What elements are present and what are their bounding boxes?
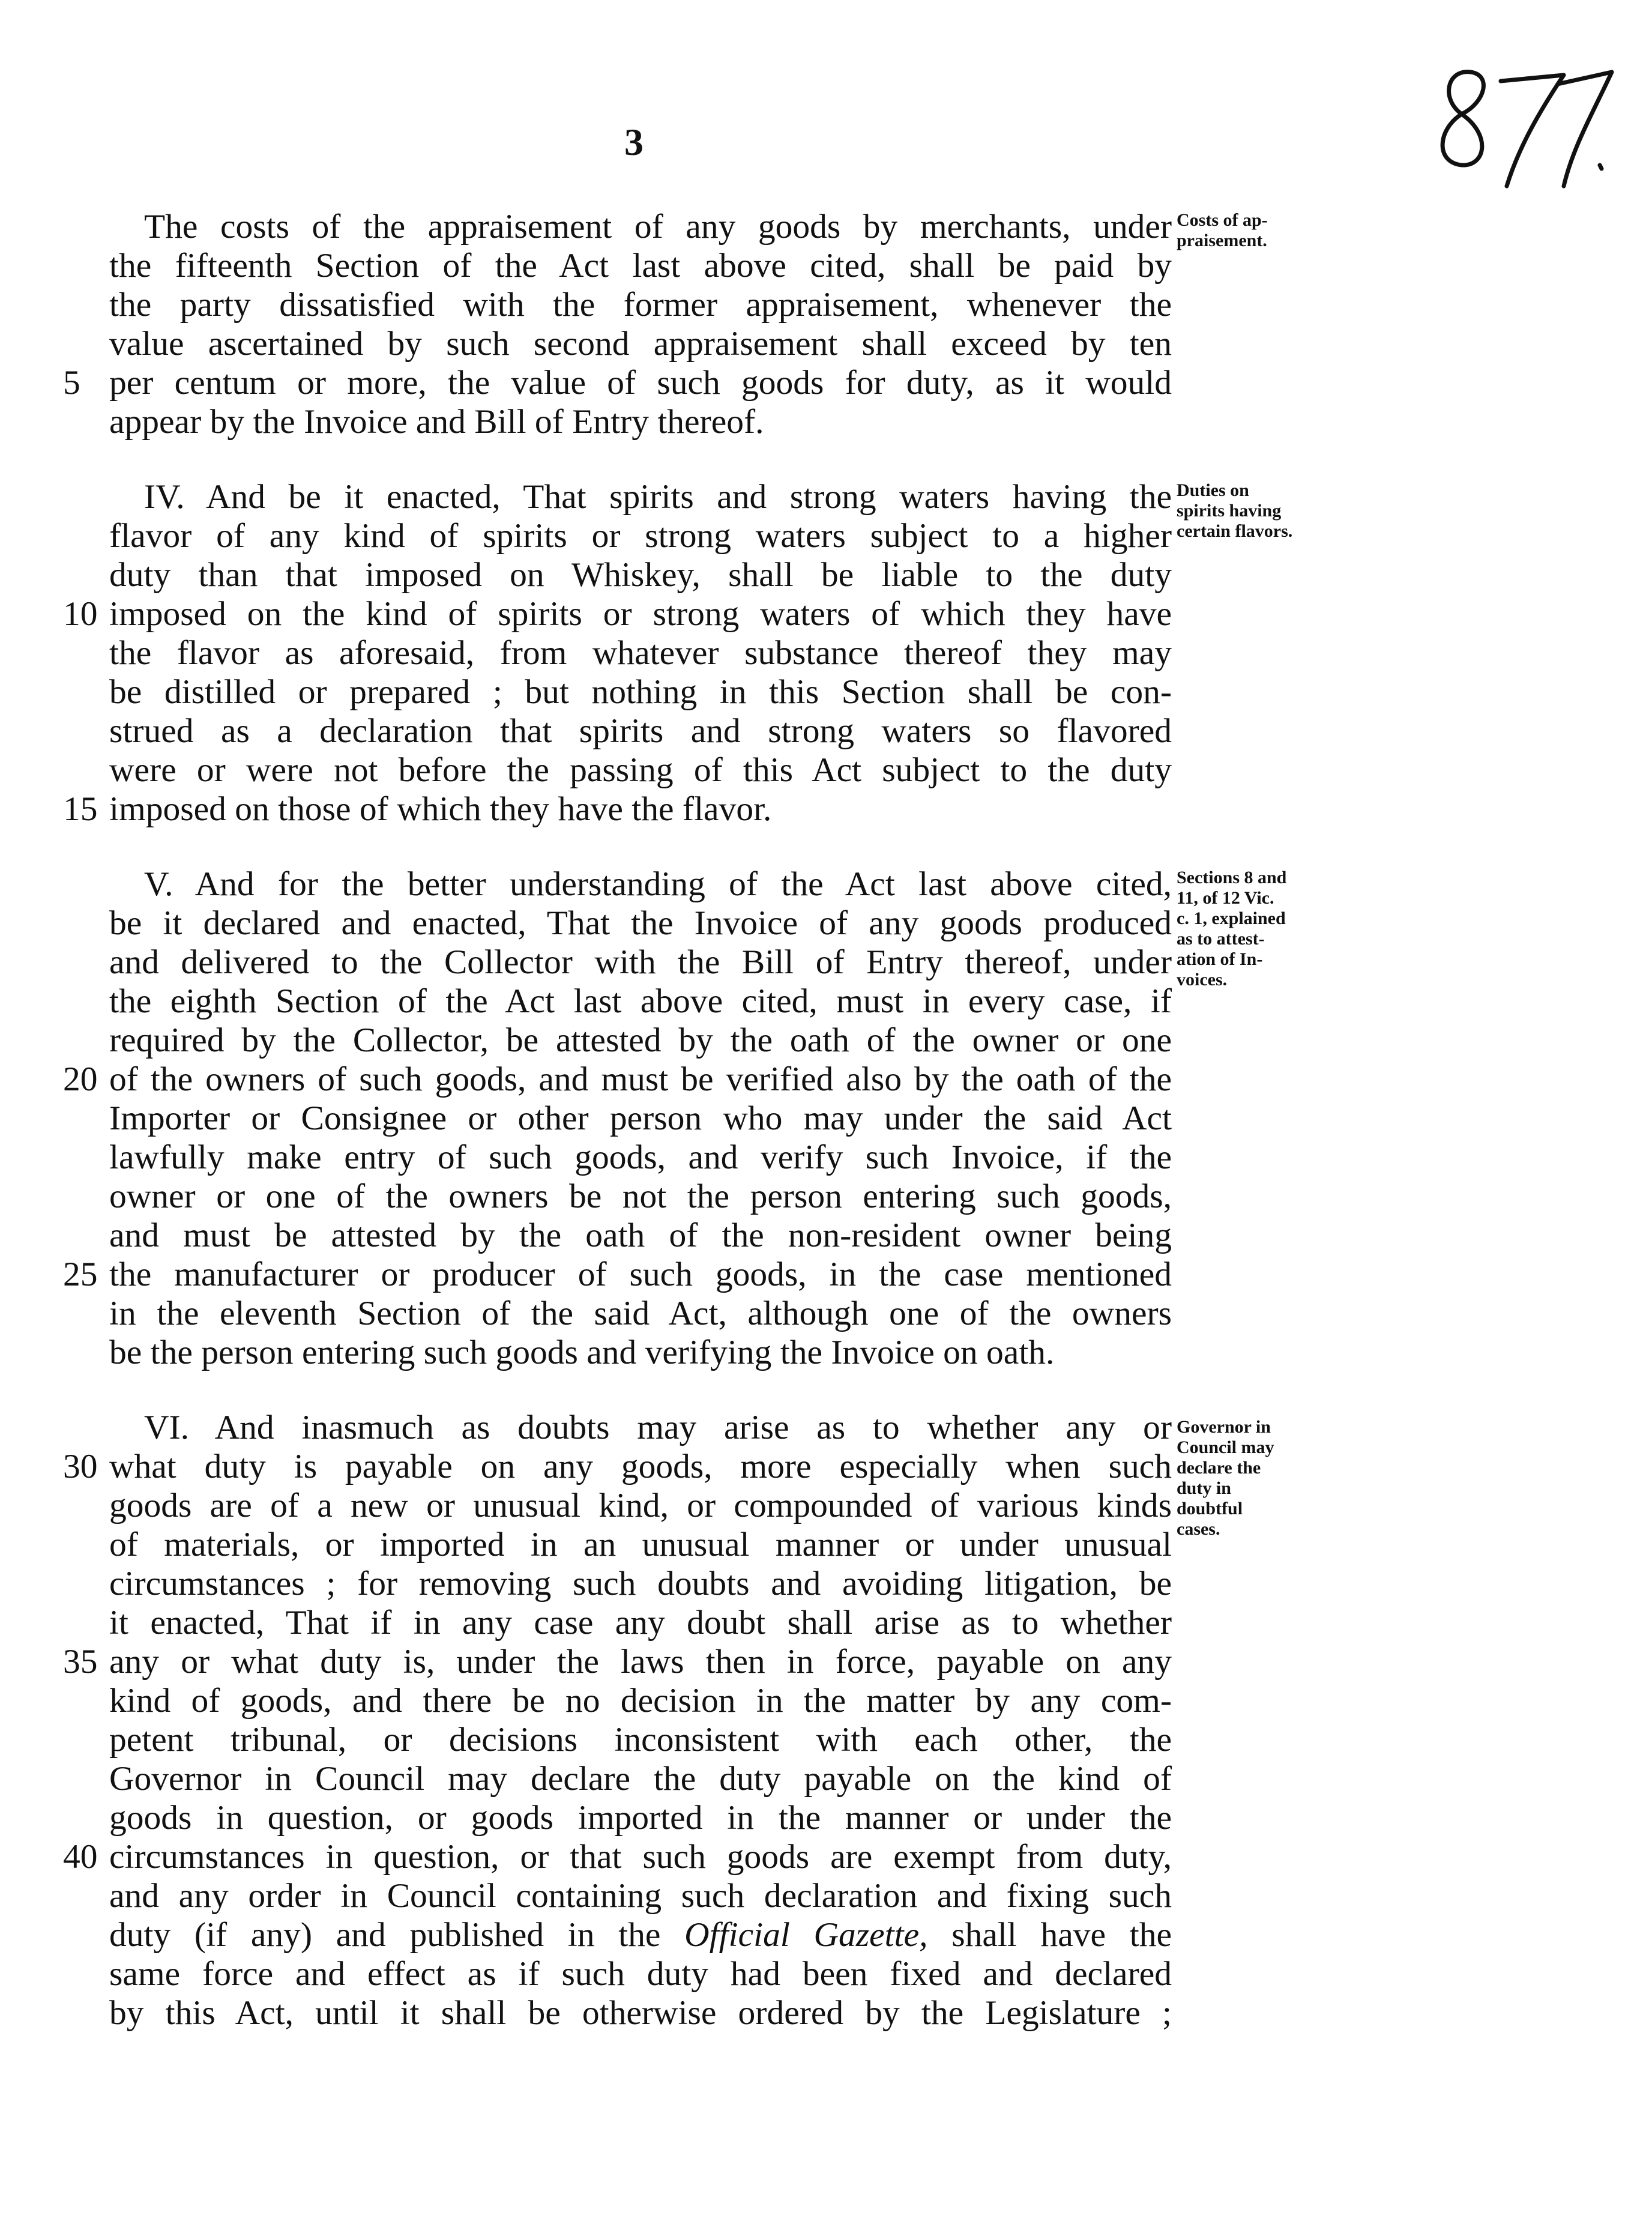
text-line: any or what duty is, under the laws then in force, payable on any — [109, 1643, 1172, 1681]
text-line: the manufacturer or producer of such goods, in the case mentioned — [109, 1255, 1172, 1293]
text-line: same force and effect as if such duty had been fixed and declared — [109, 1955, 1172, 1993]
text-line: goods in question, or goods imported in the manner or under the — [109, 1799, 1172, 1837]
text-line: be distilled or prepared ; but nothing in this Section shall be con- — [109, 673, 1172, 711]
text-segment: duty (if any) and published in the — [109, 1916, 661, 1954]
text-line: required by the Collector, be attested by the oath of the owner or one — [109, 1021, 1172, 1059]
text-line: the eighth Section of the Act last above cited, must in every case, if — [109, 982, 1172, 1020]
margin-note-costs-of-appraisement: Costs of ap- praisement. — [1177, 210, 1268, 250]
page-number: 3 — [624, 121, 644, 163]
text-line: lawfully make entry of such goods, and verify such Invoice, if the — [109, 1138, 1172, 1176]
text-line: were or were not before the passing of this Act subject to the duty — [109, 751, 1172, 789]
text-line: of materials, or imported in an unusual manner or under unusual — [109, 1526, 1172, 1564]
text-line: The costs of the appraisement of any goods by merchants, under — [144, 208, 1172, 246]
text-line: what duty is payable on any goods, more especially when such — [109, 1448, 1172, 1485]
text-line: in the eleventh Section of the said Act, although one of the owners — [109, 1295, 1172, 1332]
text-line: owner or one of the owners be not the person entering such goods, — [109, 1177, 1172, 1215]
official-gazette-italic: Official Gazette, — [684, 1916, 928, 1954]
text-line: and any order in Council containing such declaration and fixing such — [109, 1877, 1172, 1915]
line-number: 5 — [63, 364, 80, 402]
text-line: petent tribunal, or decisions inconsistent with each other, the — [109, 1721, 1172, 1759]
text-line: the party dissatisfied with the former appraisement, whenever the — [109, 286, 1172, 324]
section-heading-line: VI. And inasmuch as doubts may arise as to whether any or — [144, 1409, 1172, 1446]
section-heading-line: IV. And be it enacted, That spirits and strong waters having the — [144, 478, 1172, 516]
text-line: be the person entering such goods and verifying the Invoice on oath. — [109, 1334, 1055, 1371]
text-line: strued as a declaration that spirits and strong waters so flavored — [109, 712, 1172, 750]
text-line: and delivered to the Collector with the Bill of Entry thereof, under — [109, 943, 1172, 981]
margin-note-governor-in-council: Governor in Council may declare the duty in doubtful cases. — [1177, 1417, 1274, 1539]
line-number: 10 — [63, 595, 98, 633]
text-line: flavor of any kind of spirits or strong waters subject to a higher — [109, 517, 1172, 555]
text-line: appear by the Invoice and Bill of Entry thereof. — [109, 403, 764, 441]
text-line: and must be attested by the oath of the non-resident owner being — [109, 1216, 1172, 1254]
text-line: the fifteenth Section of the Act last above cited, shall be paid by — [109, 247, 1172, 285]
line-number: 20 — [63, 1060, 98, 1098]
margin-note-sections-explained: Sections 8 and 11, of 12 Vic. c. 1, explained as to attest- ation of In- voices. — [1177, 868, 1287, 990]
text-line: of the owners of such goods, and must be verified also by the oath of the — [109, 1060, 1172, 1098]
text-line: by this Act, until it shall be otherwise ordered by the Legislature ; — [109, 1994, 1172, 2032]
text-line: Governor in Council may declare the duty payable on the kind of — [109, 1760, 1172, 1798]
line-number: 15 — [63, 790, 98, 828]
text-line: imposed on those of which they have the flavor. — [109, 790, 772, 828]
line-number: 30 — [63, 1448, 98, 1485]
text-line: kind of goods, and there be no decision in the matter by any com- — [109, 1682, 1172, 1720]
text-line: it enacted, That if in any case any doubt shall arise as to whether — [109, 1604, 1172, 1642]
text-line: Importer or Consignee or other person who may under the said Act — [109, 1099, 1172, 1137]
text-line: duty than that imposed on Whiskey, shall be liable to the duty — [109, 556, 1172, 594]
text-line: the flavor as aforesaid, from whatever substance thereof they may — [109, 634, 1172, 672]
handwritten-folio-number — [1420, 57, 1618, 195]
line-number: 40 — [63, 1838, 98, 1876]
text-line: value ascertained by such second appraisement shall exceed by ten — [109, 325, 1172, 363]
text-line: circumstances in question, or that such goods are exempt from duty, — [109, 1838, 1172, 1876]
margin-note-duties-on-spirits: Duties on spirits having certain flavors. — [1177, 480, 1293, 541]
text-line: per centum or more, the value of such goods for duty, as it would — [109, 364, 1172, 402]
section-heading-line: V. And for the better understanding of the Act last above cited, — [144, 865, 1172, 903]
line-number: 25 — [63, 1255, 98, 1293]
text-line: imposed on the kind of spirits or strong waters of which they have — [109, 595, 1172, 633]
text-line: be it declared and enacted, That the Invoice of any goods produced — [109, 904, 1172, 942]
text-line: circumstances ; for removing such doubts and avoiding litigation, be — [109, 1565, 1172, 1603]
line-number: 35 — [63, 1643, 98, 1681]
text-line: goods are of a new or unusual kind, or compounded of various kinds — [109, 1487, 1172, 1524]
text-segment: shall have the — [951, 1916, 1172, 1954]
text-line-with-italic — [109, 1915, 1172, 1954]
